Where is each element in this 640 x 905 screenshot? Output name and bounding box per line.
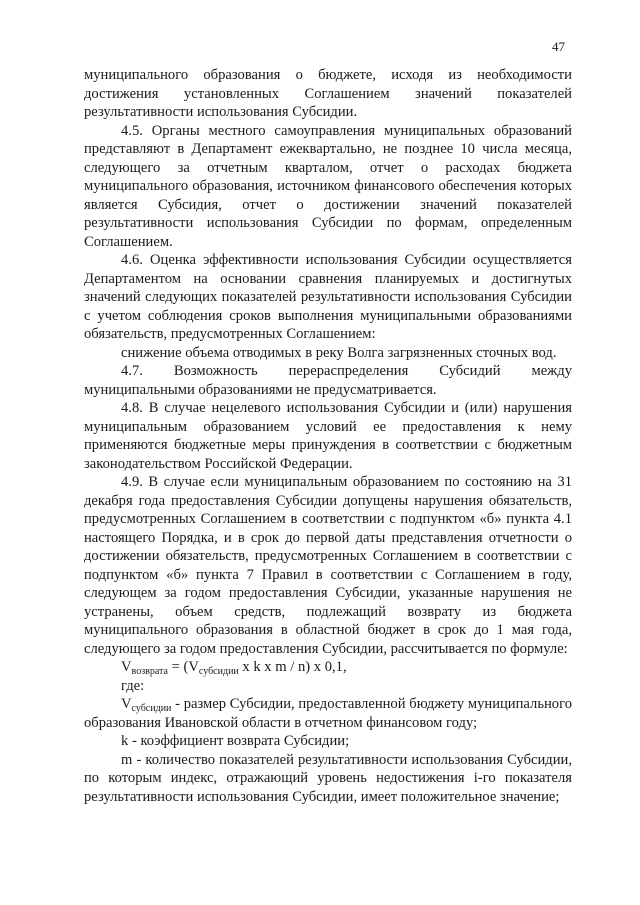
def-v-text: - размер Субсидии, предоставленной бюджету муниципального образования Ивановской области в отчетном финансовом году; [84, 696, 572, 731]
def-v-symbol: V [121, 696, 132, 712]
formula-line [84, 658, 572, 677]
formula-tail: x k x m / n) x 0,1, [238, 659, 347, 675]
where-label: где: [121, 677, 145, 694]
definition-v-subsidy [84, 695, 572, 732]
paragraph-4-5: 4.5. Органы местного самоуправления муниципальных образований представляют в Департамент ежеквартально, не позднее 10 числа месяца, следующего за отчетным кварталом, отчет о расходах бюджета муниципального образования, источником финансового обеспечения которых является Субсидия, отчет о достижении значений показателей результативности использования Субсидии по формам, определенным Соглашением. [84, 122, 572, 250]
paragraph-4-9: 4.9. В случае если муниципальным образованием по состоянию на 31 декабря года предоставления Субсидии допущены нарушения обязательств, предусмотренных Соглашением в соответствии с подпунктом «б» пункта 4.1 настоящего Порядка, и в срок до первой даты представления отчетности о достижении обязательств, предусмотренных Соглашением в соответствии с подпунктом «б» пункта 7 Правил в соответствии с Соглашением в году, следующем за годом предоставления Субсидии, указанные нарушения не устранены, объем средств, подлежащий возврату из бюджета муниципального образования в областной бюджет в срок до 1 мая года, следующего за годом предоставления Субсидии, рассчитывается по формуле: [84, 474, 572, 657]
document-body [84, 66, 572, 806]
formula-sub-subsidy: субсидии [198, 666, 239, 677]
definition-m: m - количество показателей результативности использования Субсидии, по которым индекс, отражающий уровень недостижения i-го показателя результативности использования Субсидии, имеет положительное значение; [84, 751, 572, 805]
paragraph-4-8: 4.8. В случае нецелевого использования Субсидии и (или) нарушения муниципальным образованием условий ее предоставления к нему применяются бюджетные меры принуждения в соответствии с бюджетным законодательством Российской Федерации. [84, 400, 572, 472]
definition-k: k - коэффициент возврата Субсидии; [121, 733, 350, 749]
formula-sub-return: возврата [131, 666, 168, 677]
formula-eq-open: = (V [167, 659, 199, 675]
page-number: 47 [552, 39, 565, 54]
def-v-sub: субсидии [131, 703, 172, 714]
paragraph-continuation: муниципального образования о бюджете, исходя из необходимости достижения установленных Соглашением значений показателей результативности использования Субсидии. [84, 67, 572, 120]
paragraph-4-6: 4.6. Оценка эффективности использования Субсидии осуществляется Департаментом на основании сравнения планируемых и достигнутых значений следующих показателей результативности использования Субсидии с учетом соблюдения сроков выполнения муниципальными образованиями обязательств, предусмотренных Соглашением: [84, 252, 572, 342]
paragraph-indicator: снижение объема отводимых в реку Волга загрязненных сточных вод. [121, 344, 557, 361]
paragraph-4-7: 4.7. Возможность перераспределения Субсидий между муниципальными образованиями не предусматривается. [84, 363, 572, 398]
formula-v: V [121, 659, 132, 675]
